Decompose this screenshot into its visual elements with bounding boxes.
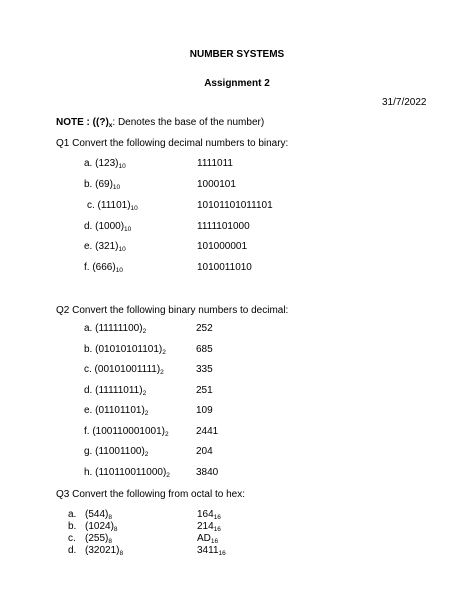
q3-item-b-question: $(1024)_8$: [85, 521, 118, 533]
q2-item-f-answer: 2441: [196, 426, 219, 437]
q2-item-a-answer: 252: [196, 323, 213, 334]
q3-item-b-answer: $214_{16}$: [197, 521, 221, 533]
q3-item-a-question: $(544)_8$: [85, 509, 112, 521]
q1-item-f-question: f. $(666)_{10}$: [84, 262, 123, 274]
date: 31/7/2022: [382, 97, 427, 108]
q1-item-a-answer: 1111011: [197, 158, 233, 169]
q2-item-h-answer: 3840: [196, 467, 219, 478]
q3-item-c-answer: $AD_{16}$: [197, 533, 219, 545]
q2-item-d-question: d. $(11111011)_2$: [84, 385, 147, 397]
q3-item-d-answer: $3411_{16}$: [197, 545, 226, 557]
q1-item-a-question: a. $(123)_{10}$: [84, 158, 126, 170]
q2-item-d-answer: 251: [196, 385, 213, 396]
q2-item-b-answer: 685: [196, 344, 213, 355]
note-text: : Denotes the base of the number): [112, 117, 265, 128]
q3-item-a-answer: $164_{16}$: [197, 509, 221, 521]
note-line: [56, 117, 264, 128]
q1-item-e-question: e. $(321)_{10}$: [84, 241, 126, 253]
q1-item-c-question: c. $(11101)_{10}$: [87, 200, 138, 212]
q2-item-b-question: b. $(01010101101)_2$: [84, 344, 166, 356]
q1-item-d-question: d. $(1000)_{10}$: [84, 221, 132, 233]
q3-item-c-question: $(255)_8$: [85, 533, 112, 545]
q2-item-f-question: f. $(100110001001)_2$: [84, 426, 169, 438]
q2-item-c-question: c. $(00101001111)_2$: [84, 364, 164, 376]
q1-item-c-answer: 10101101011101: [197, 200, 273, 211]
q2-item-c-answer: 335: [196, 364, 213, 375]
q2-item-h-question: h. $(110110011000)_2$: [84, 467, 170, 479]
page-title: NUMBER SYSTEMS: [189, 49, 285, 60]
q2-item-e-question: e. $(01101101)_2$: [84, 405, 149, 417]
note-label: NOTE :: [56, 117, 90, 128]
q3-item-b-letter: b.: [68, 521, 77, 532]
q1-heading: Q1 Convert the following decimal numbers to binary:: [56, 138, 289, 149]
q3-heading: Q3 Convert the following from octal to hex:: [56, 489, 245, 500]
q3-item-d-question: $(32021)_8$: [85, 545, 124, 557]
q2-item-g-question: g. $(11001100)_2$: [84, 446, 149, 458]
q1-item-e-answer: 101000001: [197, 241, 248, 252]
assignment-subtitle: Assignment 2: [204, 78, 270, 89]
q1-item-f-answer: 1010011010: [197, 262, 252, 273]
q3-item-c-letter: c.: [68, 533, 76, 544]
q1-item-b-question: b. $(69)_{10}$: [84, 179, 121, 191]
q1-item-b-answer: 1000101: [197, 179, 236, 190]
q3-item-a-letter: a.: [68, 509, 77, 520]
q2-item-e-answer: 109: [196, 405, 213, 416]
note-symbol: ($(?)_x$: [92, 117, 113, 129]
q1-item-d-answer: 1111101000: [197, 221, 250, 232]
q2-item-a-question: a. $(11111100)_2$: [84, 323, 147, 335]
q2-heading: Q2 Convert the following binary numbers to decimal:: [56, 305, 289, 316]
q2-item-g-answer: 204: [196, 446, 213, 457]
q3-item-d-letter: d.: [68, 545, 77, 556]
